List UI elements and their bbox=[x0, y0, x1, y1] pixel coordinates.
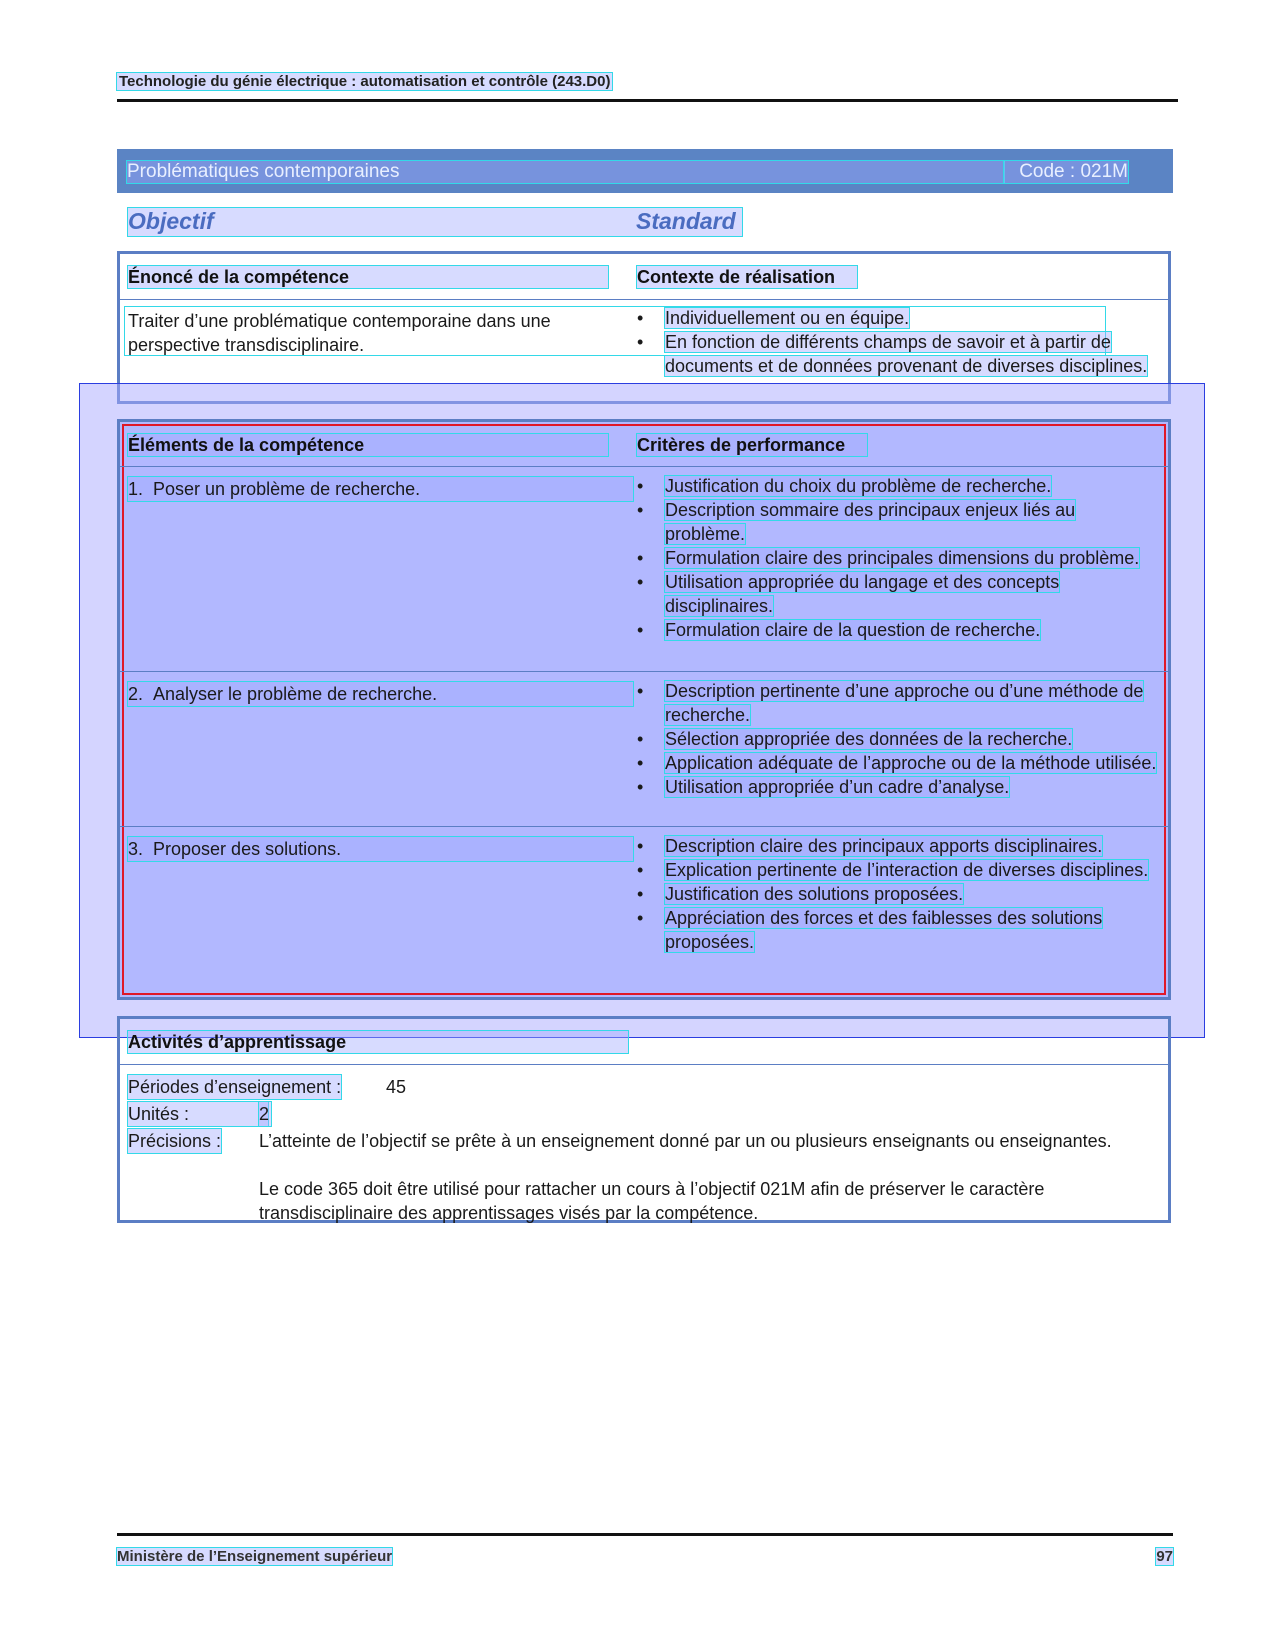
criteria-list bbox=[637, 474, 1157, 642]
element-label: 3. Proposer des solutions. bbox=[128, 837, 633, 861]
bullet-icon: • bbox=[637, 753, 644, 773]
bullet-icon: • bbox=[637, 777, 644, 797]
program-title: Technologie du génie électrique : automatisation et contrôle (243.D0) bbox=[119, 73, 611, 90]
competence-header-row bbox=[120, 254, 1168, 300]
context-list bbox=[637, 306, 1157, 378]
criterion-item: • Utilisation appropriée d’un cadre d’analyse. bbox=[637, 777, 1010, 797]
bullet-icon: • bbox=[637, 884, 644, 904]
bullet-icon: • bbox=[637, 332, 644, 352]
criterion-item: • Utilisation appropriée du langage et des concepts disciplinaires. bbox=[637, 572, 1060, 616]
precisions-text-2: Le code 365 doit être utilisé pour rattacher un cours à l’objectif 021M afin de préserver le caractère transdisciplinaire des apprentissages visés par la compétence. bbox=[259, 1179, 1045, 1223]
element-label: 1. Poser un problème de recherche. bbox=[128, 477, 633, 501]
page-footer bbox=[117, 1533, 1173, 1565]
element-row bbox=[120, 827, 1168, 997]
bullet-icon: • bbox=[637, 548, 644, 568]
context-heading: Contexte de réalisation bbox=[637, 266, 857, 288]
criterion-item: • Justification du choix du problème de recherche. bbox=[637, 476, 1052, 496]
elements-header-row bbox=[120, 422, 1168, 467]
criterion-item: • Formulation claire de la question de recherche. bbox=[637, 620, 1041, 640]
precisions-label: Précisions : bbox=[128, 1131, 222, 1151]
page-header bbox=[117, 73, 1178, 102]
periods-value: 45 bbox=[386, 1077, 407, 1097]
element-row bbox=[120, 672, 1168, 827]
units-label: Unités : bbox=[128, 1102, 268, 1126]
competence-heading: Énoncé de la compétence bbox=[128, 266, 608, 288]
activities-header-row bbox=[120, 1019, 1168, 1065]
criterion-item: • Description sommaire des principaux enjeux liés au problème. bbox=[637, 500, 1076, 544]
criterion-item: • Explication pertinente de l’interaction de diverses disciplines. bbox=[637, 860, 1149, 880]
bullet-icon: • bbox=[637, 308, 644, 328]
precisions-text-1: L’atteinte de l’objectif se prête à un enseignement donné par un ou plusieurs enseignants ou enseignantes. bbox=[259, 1131, 1112, 1151]
page-number: 97 bbox=[1156, 1548, 1173, 1565]
bullet-icon: • bbox=[637, 620, 644, 640]
criterion-item: • Sélection appropriée des données de la recherche. bbox=[637, 729, 1073, 749]
context-item: • En fonction de différents champs de savoir et à partir de documents et de données provenant de diverses disciplines. bbox=[637, 332, 1148, 376]
periods-label: Périodes d’enseignement : bbox=[128, 1077, 342, 1097]
bullet-icon: • bbox=[637, 729, 644, 749]
criterion-item: • Description pertinente d’une approche ou d’une méthode de recherche. bbox=[637, 681, 1144, 725]
units-value: 2 bbox=[259, 1104, 270, 1124]
criterion-item: • Formulation claire des principales dimensions du problème. bbox=[637, 548, 1140, 568]
activities-table bbox=[117, 1016, 1171, 1223]
bullet-icon: • bbox=[637, 500, 644, 520]
context-item: • Individuellement ou en équipe. bbox=[637, 308, 910, 328]
criteria-list bbox=[637, 834, 1157, 954]
competence-statement: Traiter d’une problématique contemporaine dans une perspective transdisciplinaire. bbox=[128, 311, 551, 355]
criterion-item: • Justification des solutions proposées. bbox=[637, 884, 964, 904]
competence-table bbox=[117, 251, 1171, 404]
bullet-icon: • bbox=[637, 681, 644, 701]
ministry-name: Ministère de l’Enseignement supérieur bbox=[117, 1548, 393, 1565]
objective-standard-row bbox=[128, 208, 742, 236]
criterion-item: • Application adéquate de l’approche ou de la méthode utilisée. bbox=[637, 753, 1157, 773]
course-title: Problématiques contemporaines bbox=[127, 161, 1004, 183]
bullet-icon: • bbox=[637, 476, 644, 496]
criterion-item: • Description claire des principaux apports disciplinaires. bbox=[637, 836, 1103, 856]
course-code: Code : 021M bbox=[1004, 161, 1128, 183]
bullet-icon: • bbox=[637, 572, 644, 592]
activities-heading: Activités d’apprentissage bbox=[128, 1031, 628, 1053]
criteria-heading: Critères de performance bbox=[637, 434, 867, 456]
bullet-icon: • bbox=[637, 836, 644, 856]
elements-table bbox=[117, 419, 1171, 1000]
criteria-list bbox=[637, 679, 1157, 799]
criterion-item: • Appréciation des forces et des faiblesses des solutions proposées. bbox=[637, 908, 1103, 952]
bullet-icon: • bbox=[637, 908, 644, 928]
bullet-icon: • bbox=[637, 860, 644, 880]
title-bar bbox=[117, 149, 1173, 193]
element-label: 2. Analyser le problème de recherche. bbox=[128, 682, 633, 706]
element-row bbox=[120, 467, 1168, 672]
objective-heading: Objectif bbox=[128, 208, 214, 234]
elements-heading: Éléments de la compétence bbox=[128, 434, 608, 456]
standard-heading: Standard bbox=[636, 208, 736, 234]
